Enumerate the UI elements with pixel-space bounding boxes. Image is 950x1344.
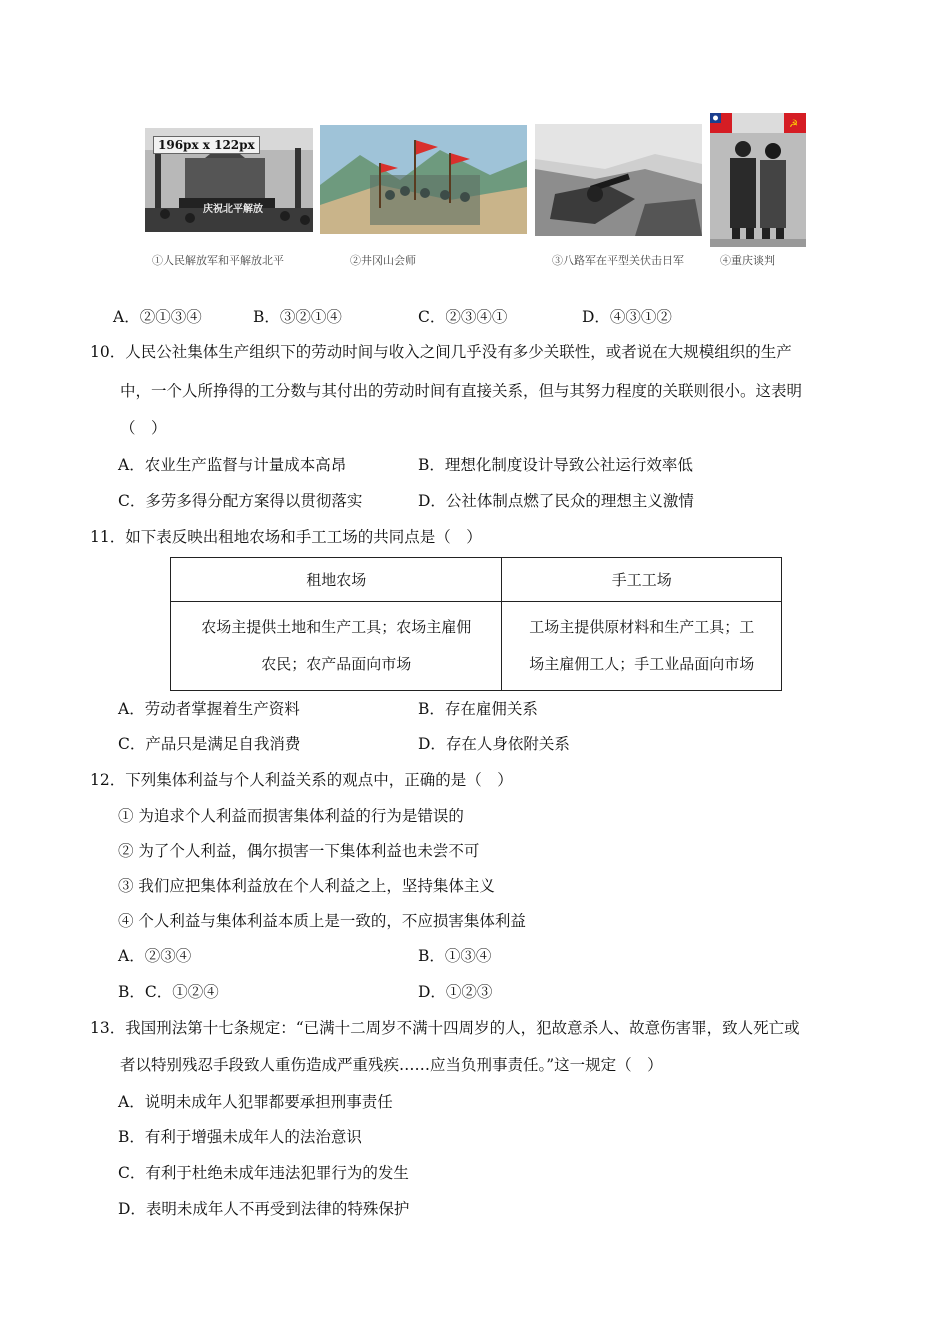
q10-stem-line-2: 中，一个人所挣得的工分数与其付出的劳动时间有直接关系，但与其努力程度的关联则很小。这表明 xyxy=(120,382,803,400)
svg-text:☭: ☭ xyxy=(789,119,798,130)
q10-option-b[interactable]: B．理想化制度设计导致公社运行效率低 xyxy=(418,456,693,474)
painting-jinggangshan-meeting xyxy=(320,125,527,234)
q9-option-b[interactable]: B．③②①④ xyxy=(253,308,342,326)
q10-answer-blank: （ ） xyxy=(120,419,167,437)
q11-option-c[interactable]: C．产品只是满足自我消费 xyxy=(118,735,301,753)
battle-scene-graphic xyxy=(535,124,702,236)
table-cell-farm xyxy=(171,602,502,691)
q12-option-b[interactable]: B．①③④ xyxy=(418,947,492,965)
q12-option-a[interactable]: A．②③④ xyxy=(118,947,192,965)
q10-option-a[interactable]: A．农业生产监督与计量成本高昂 xyxy=(118,456,347,474)
q11-option-a[interactable]: A．劳动者掌握着生产资料 xyxy=(118,700,300,718)
table-cell-farm-line-2: 农民；农产品面向市场 xyxy=(261,655,412,673)
caption-chongqing: ④重庆谈判 xyxy=(720,254,775,267)
table-header-farm: 租地农场 xyxy=(171,558,502,602)
table-cell-farm-line-1: 农场主提供土地和生产工具；农场主雇佣 xyxy=(201,618,472,636)
q13-option-b[interactable]: B．有利于增强未成年人的法治意识 xyxy=(118,1128,362,1146)
q9-option-c[interactable]: C．②③④① xyxy=(418,308,508,326)
table-cell-workshop-line-1: 工场主提供原材料和生产工具；工 xyxy=(529,618,755,636)
banner-text: 庆祝北平解放 xyxy=(203,204,263,215)
q12-statement-3: ③ 我们应把集体利益放在个人利益之上，坚持集体主义 xyxy=(118,877,495,895)
image-size-label: 196px x 122px xyxy=(153,136,260,154)
q9-option-d[interactable]: D．④③①② xyxy=(582,308,672,326)
q11-option-b[interactable]: B．存在雇佣关系 xyxy=(418,700,538,718)
portrait-graphic xyxy=(710,113,806,247)
q12-statement-4: ④ 个人利益与集体利益本质上是一致的，不应损害集体利益 xyxy=(118,912,526,930)
caption-beiping: ①人民解放军和平解放北平 xyxy=(152,254,284,267)
q10-option-d[interactable]: D．公社体制点燃了民众的理想主义激情 xyxy=(418,492,694,510)
q10-option-c[interactable]: C．多劳多得分配方案得以贯彻落实 xyxy=(118,492,363,510)
q12-statement-2: ② 为了个人利益，偶尔损害一下集体利益也未尝不可 xyxy=(118,842,480,860)
q13-stem-line-1: 13．我国刑法第十七条规定：“已满十二周岁不满十四周岁的人，犯故意杀人、故意伤害罪，致人死亡或 xyxy=(90,1019,800,1037)
q12-option-c[interactable]: B．C．①②④ xyxy=(118,983,219,1001)
comparison-table xyxy=(170,557,782,691)
q12-statement-1: ① 为追求个人利益而损害集体利益的行为是错误的 xyxy=(118,807,464,825)
q12-stem: 12．下列集体利益与个人利益关系的观点中，正确的是（ ） xyxy=(90,771,513,789)
q13-option-d[interactable]: D．表明未成年人不再受到法律的特殊保护 xyxy=(118,1200,410,1218)
q12-option-d[interactable]: D．①②③ xyxy=(418,983,493,1001)
q13-option-c[interactable]: C．有利于杜绝未成年违法犯罪行为的发生 xyxy=(118,1164,409,1182)
table-cell-workshop xyxy=(502,602,782,691)
photo-chongqing-negotiations xyxy=(710,113,806,247)
photo-pingxingguan-ambush xyxy=(535,124,702,236)
q11-option-d[interactable]: D．存在人身依附关系 xyxy=(418,735,570,753)
photo-beiping-liberation xyxy=(145,128,313,232)
q9-option-a[interactable]: A．②①③④ xyxy=(113,308,202,326)
caption-jinggangshan: ②井冈山会师 xyxy=(350,254,416,267)
q11-stem: 11．如下表反映出租地农场和手工工场的共同点是（ ） xyxy=(90,528,482,546)
caption-pingxingguan: ③八路军在平型关伏击日军 xyxy=(552,254,684,267)
painting-graphic xyxy=(320,125,527,234)
q13-stem-line-2: 者以特别残忍手段致人重伤造成严重残疾……应当负刑事责任。”这一规定（ ） xyxy=(120,1056,663,1074)
q13-option-a[interactable]: A．说明未成年人犯罪都要承担刑事责任 xyxy=(118,1093,393,1111)
table-header-workshop: 手工工场 xyxy=(502,558,782,602)
table-cell-workshop-line-2: 场主雇佣工人；手工业品面向市场 xyxy=(529,655,755,673)
q10-stem-line-1: 10．人民公社集体生产组织下的劳动时间与收入之间几乎没有多少关联性，或者说在大规模组织的生产 xyxy=(90,343,792,361)
